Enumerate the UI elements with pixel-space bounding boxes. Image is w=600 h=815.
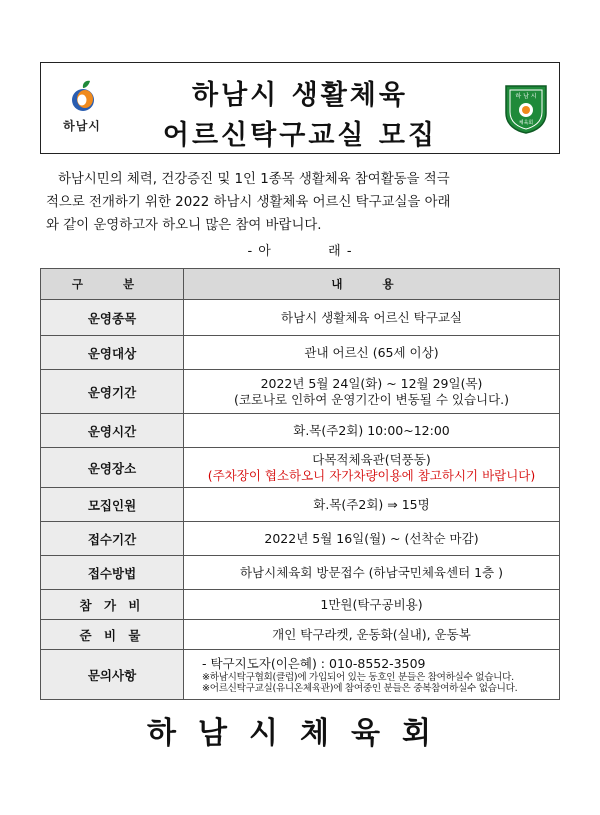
table-header-row	[41, 269, 560, 300]
section-marker-left: - 아	[247, 244, 272, 259]
row-value: 1만원(탁구공비용)	[184, 590, 560, 620]
section-marker-right: 래 -	[328, 244, 353, 259]
intro-line: 하남시민의 체력, 건강증진 및 1인 1종목 생활체육 참여활동을 적극	[58, 172, 450, 187]
row-value: 개인 탁구라켓, 운동화(실내), 운동복	[184, 620, 560, 650]
contact-note: ※어르신탁구교실(유니온체육관)에 참여중인 분들은 중복참여하실수 없습니다.	[202, 682, 518, 694]
row-value: 화.목(주2회) 10:00~12:00	[184, 414, 560, 448]
table-header-value: 내 용	[184, 269, 560, 300]
table-row	[41, 590, 560, 620]
parking-notice: (주차장이 협소하오니 자가차량이용에 참고하시기 바랍니다)	[207, 467, 536, 483]
row-value-line: 다목적체육관(덕풍동)	[312, 451, 431, 467]
table-row	[41, 336, 560, 370]
row-label: 문의사항	[41, 650, 184, 700]
sports-council-emblem-icon	[503, 83, 549, 135]
row-label: 운영종목	[41, 300, 184, 336]
table-row	[41, 488, 560, 522]
section-marker	[0, 240, 600, 259]
row-value: 하남시체육회 방문접수 (하남국민체육센터 1층 )	[184, 556, 560, 590]
row-label: 운영시간	[41, 414, 184, 448]
row-value: 관내 어르신 (65세 이상)	[184, 336, 560, 370]
table-row	[41, 448, 560, 488]
table-row	[41, 414, 560, 448]
row-label: 참 가 비	[41, 590, 184, 620]
table-row	[41, 522, 560, 556]
row-value	[184, 370, 560, 414]
table-row	[41, 650, 560, 700]
table-header-label: 구 분	[41, 269, 184, 300]
row-label: 운영기간	[41, 370, 184, 414]
page-title-line1: 하남시 생활체육	[192, 80, 408, 111]
row-label: 접수방법	[41, 556, 184, 590]
table-row	[41, 556, 560, 590]
table-row	[41, 620, 560, 650]
intro-line: 적으로 전개하기 위한 2022 하남시 생활체육 어르신 탁구교실을 아래	[46, 195, 451, 210]
contact-line: - 탁구지도자(이은혜) : 010-8552-3509	[202, 655, 426, 671]
logo-text: 하남시	[63, 119, 101, 133]
header-box	[40, 62, 560, 154]
row-value-line: (코로나로 인하여 운영기간이 변동될 수 있습니다.)	[233, 391, 510, 407]
row-value: 2022년 5월 16일(월) ~ (선착순 마감)	[184, 522, 560, 556]
row-label: 준 비 물	[41, 620, 184, 650]
table-row	[41, 370, 560, 414]
row-label: 접수기간	[41, 522, 184, 556]
intro-line: 와 같이 운영하고자 하오니 많은 참여 바랍니다.	[46, 218, 322, 233]
row-label: 모집인원	[41, 488, 184, 522]
contact-note: ※하남시탁구협회(클럽)에 가입되어 있는 동호인 분들은 참여하실수 없습니다.	[202, 671, 514, 683]
row-label: 운영대상	[41, 336, 184, 370]
footer-organization: 하남시체육회	[147, 716, 453, 751]
row-value: 하남시 생활체육 어르신 탁구교실	[184, 300, 560, 336]
row-value	[184, 650, 560, 700]
info-table	[40, 268, 560, 700]
row-value-line: 2022년 5월 24일(화) ~ 12월 29일(목)	[260, 375, 483, 391]
page-title-line2: 어르신탁구교실 모집	[162, 120, 438, 151]
row-label: 운영장소	[41, 448, 184, 488]
row-value: 화.목(주2회) ⇒ 15명	[184, 488, 560, 522]
row-value	[184, 448, 560, 488]
emblem-text-top: 하 남 시	[515, 93, 537, 100]
emblem-text-bottom: 체육회	[518, 120, 534, 126]
table-row	[41, 300, 560, 336]
intro-paragraph	[46, 168, 554, 237]
